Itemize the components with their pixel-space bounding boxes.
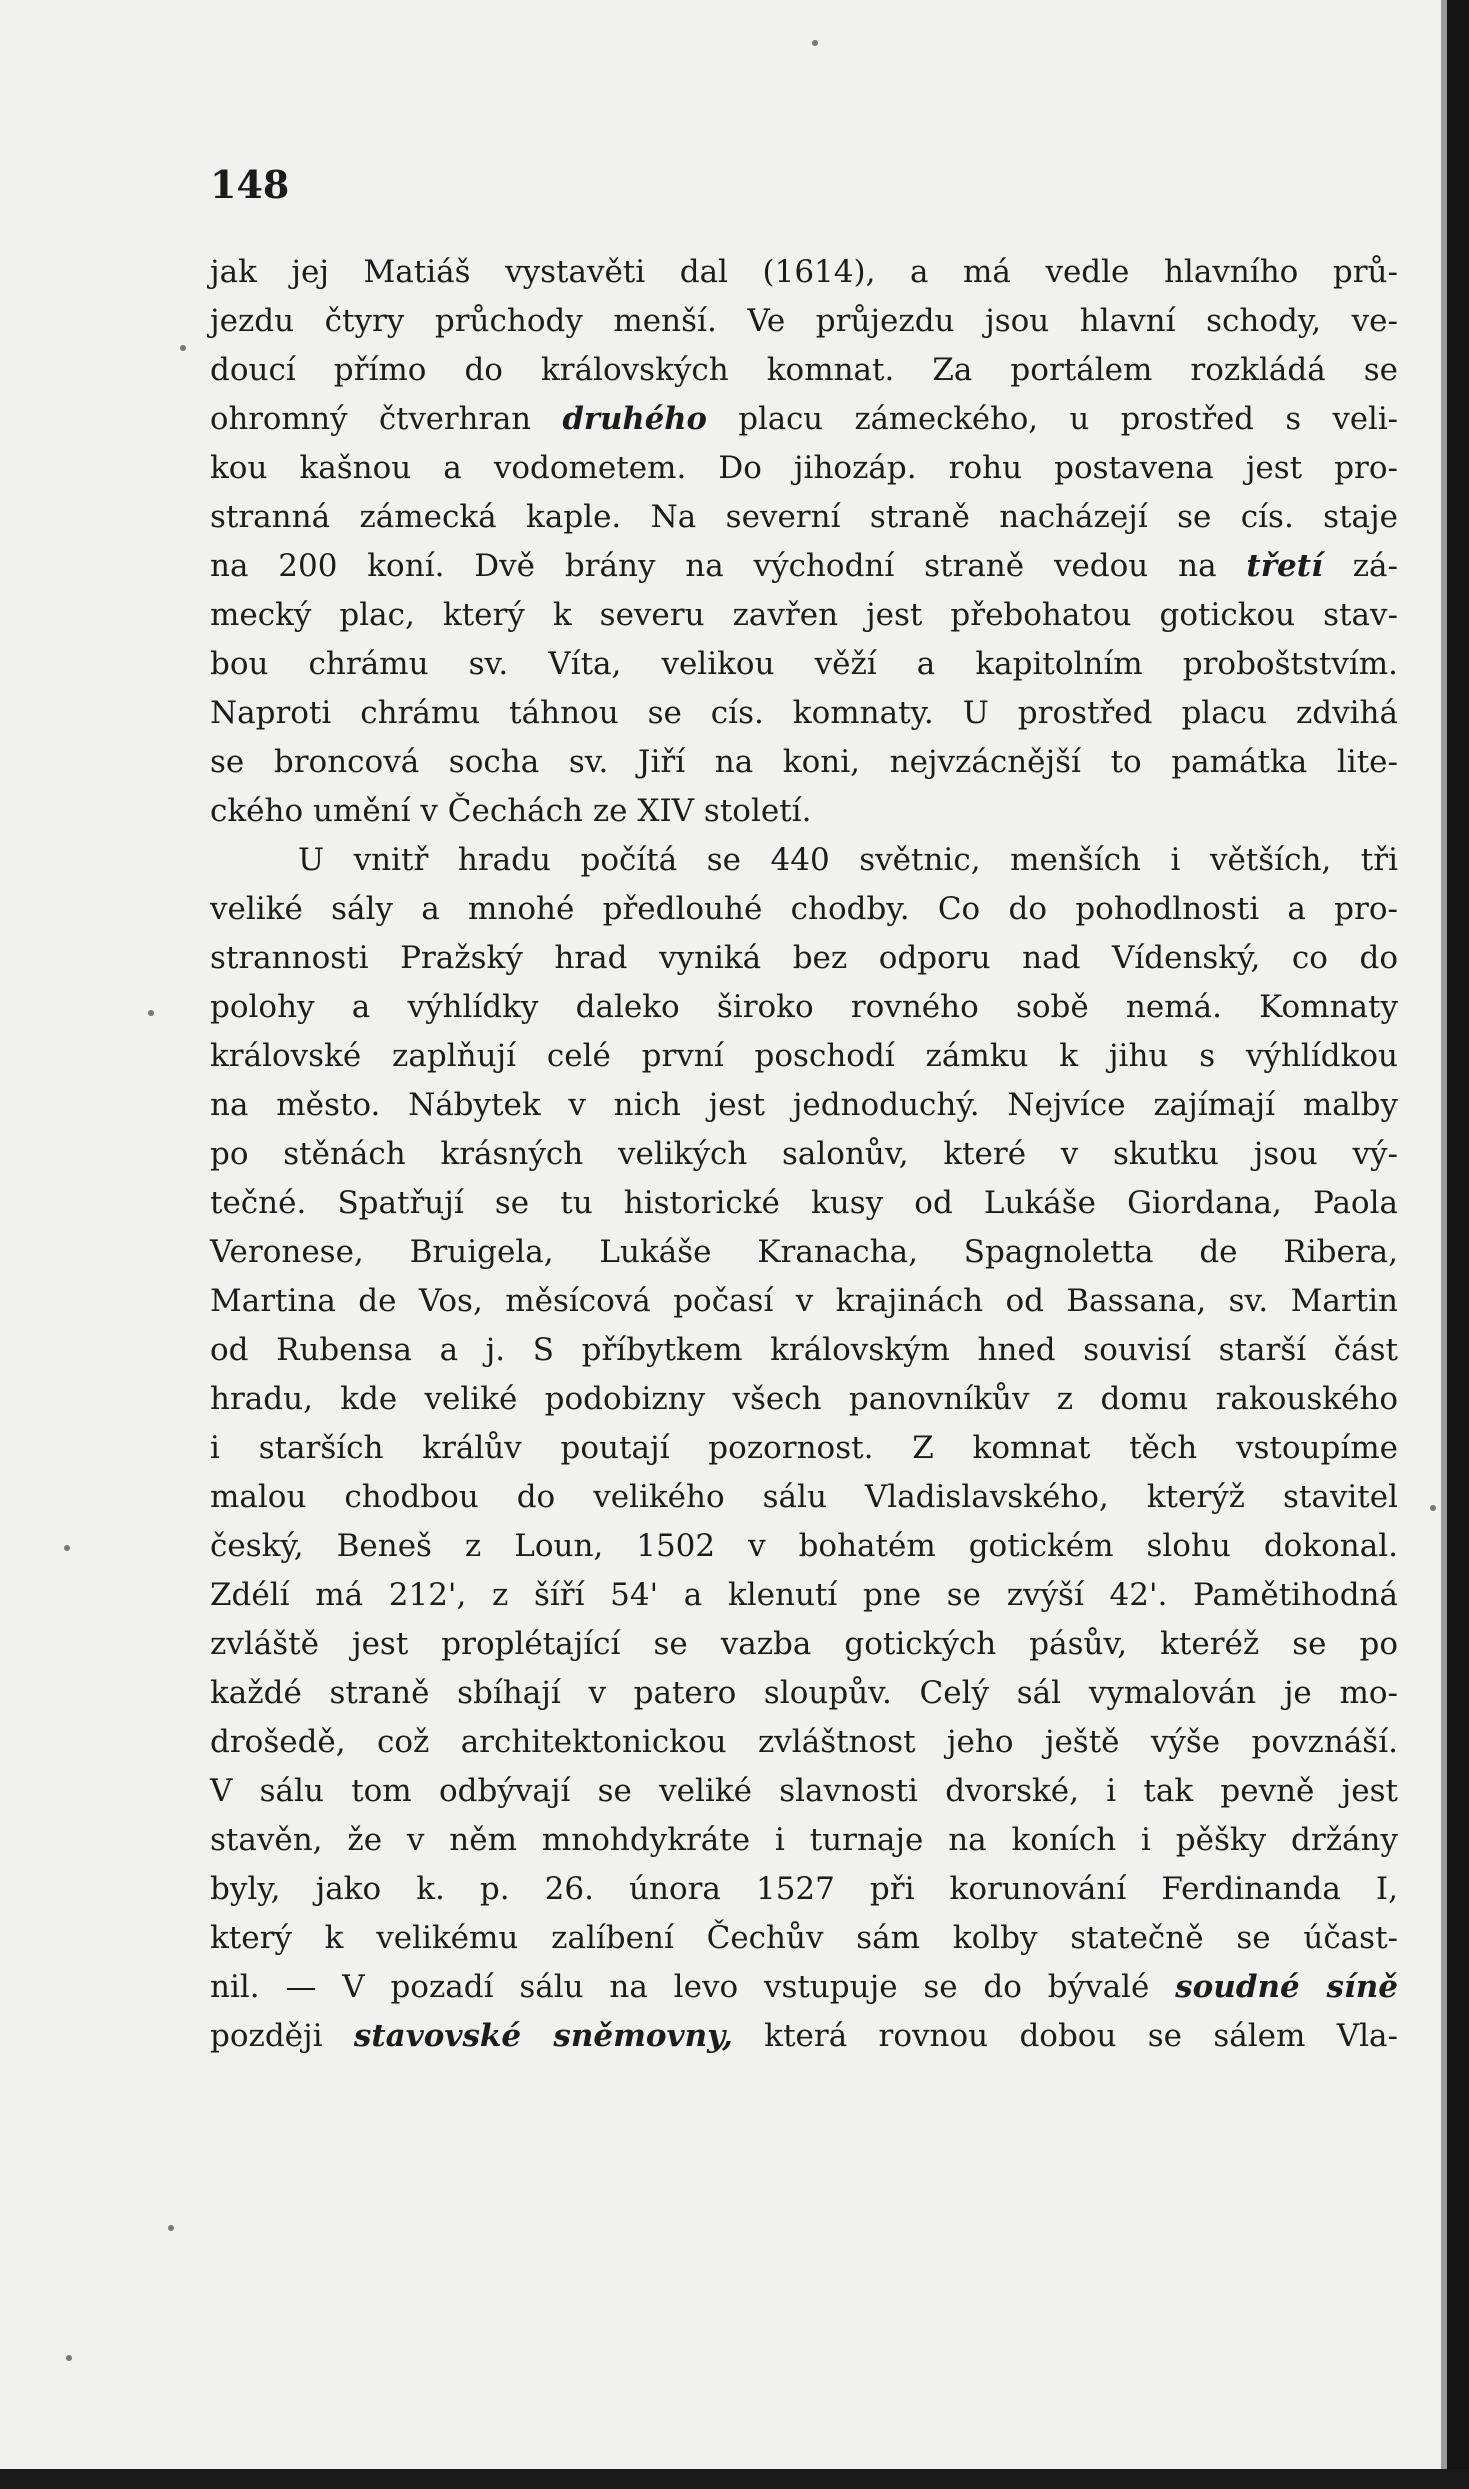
italic-emphasis: stavovské sněmovny, [353, 2018, 733, 2054]
text-line: Veronese, Bruigela, Lukáše Kranacha, Spagnoletta de Ribera, [210, 1234, 1398, 1270]
text-segment: nil. — V pozadí sálu na levo vstupuje se do bývalé [210, 1969, 1176, 2005]
dust-speck [64, 1545, 70, 1551]
text-line [210, 542, 1398, 591]
dust-speck [812, 40, 818, 46]
text-line: stavěn, že v něm mnohdykráte i turnaje na koních i pěšky držány [210, 1822, 1398, 1858]
dust-speck [168, 2225, 174, 2231]
text-segment: na 200 koní. Dvě brány na východní straně vedou na [210, 548, 1247, 584]
text-line: doucí přímo do královských komnat. Za portálem rozkládá se [210, 352, 1398, 388]
text-line: i starších králův poutají pozornost. Z komnat těch vstoupíme [210, 1430, 1398, 1466]
text-line: U vnitř hradu počítá se 440 světnic, menších i větších, tři [298, 842, 1398, 878]
text-line: veliké sály a mnohé předlouhé chodby. Co do pohodlnosti a pro- [210, 891, 1398, 927]
text-line: drošedě, což architektonickou zvláštnost jeho ještě výše povznáší. [210, 1724, 1398, 1760]
text-line: kou kašnou a vodometem. Do jihozáp. rohu postavena jest pro- [210, 450, 1398, 486]
text-line: polohy a výhlídky daleko široko rovného sobě nemá. Komnaty [210, 989, 1398, 1025]
text-segment: která rovnou dobou se sálem Vla- [732, 2018, 1398, 2054]
text-line: každé straně sbíhají v patero sloupův. Celý sál vymalován je mo- [210, 1675, 1398, 1711]
text-segment: ohromný čtverhran [210, 402, 563, 437]
text-segment: zá- [1322, 548, 1398, 584]
text-line: jezdu čtyry průchody menší. Ve průjezdu jsou hlavní schody, ve- [210, 303, 1398, 339]
italic-emphasis: druhého [562, 401, 707, 437]
italic-emphasis: soudné síně [1175, 1969, 1398, 2005]
text-line: byly, jako k. p. 26. února 1527 při korunování Ferdinanda I, [210, 1871, 1398, 1907]
italic-emphasis: třetí [1246, 548, 1323, 584]
text-line: stranná zámecká kaple. Na severní straně nacházejí se cís. staje [210, 499, 1398, 535]
text-line [210, 2012, 1398, 2061]
dust-speck [66, 2355, 72, 2361]
text-line: hradu, kde veliké podobizny všech panovníkův z domu rakouského [210, 1381, 1398, 1417]
body-text [210, 248, 1398, 2061]
text-line: V sálu tom odbývají se veliké slavnosti dvorské, i tak pevně jest [210, 1773, 1398, 1809]
text-line: ckého umění v Čechách ze XIV století. [210, 793, 812, 829]
text-segment: později [210, 2018, 354, 2054]
page-edge-bottom [0, 2469, 1469, 2489]
text-line: se broncová socha sv. Jiří na koni, nejvzácnější to památka lite- [210, 744, 1398, 780]
text-line: mecký plac, který k severu zavřen jest přebohatou gotickou stav- [210, 597, 1398, 633]
dust-speck [180, 345, 186, 351]
text-line: po stěnách krásných velikých salonův, které v skutku jsou vý- [210, 1136, 1398, 1172]
text-line: Naproti chrámu táhnou se cís. komnaty. U prostřed placu zdvihá [210, 695, 1398, 731]
text-line: český, Beneš z Loun, 1502 v bohatém gotickém slohu dokonal. [210, 1528, 1398, 1564]
text-line: tečné. Spatřují se tu historické kusy od Lukáše Giordana, Paola [210, 1185, 1398, 1221]
text-line: Martina de Vos, měsícová počasí v krajinách od Bassana, sv. Martin [210, 1283, 1398, 1319]
text-line: který k velikému zalíbení Čechův sám kolby statečně se účast- [210, 1920, 1398, 1956]
page-number: 148 [210, 162, 290, 207]
text-line: jak jej Matiáš vystavěti dal (1614), a má vedle hlavního prů- [210, 254, 1398, 290]
text-line: bou chrámu sv. Víta, velikou věží a kapitolním proboštstvím. [210, 646, 1398, 682]
text-line: malou chodbou do velikého sálu Vladislavského, kterýž stavitel [210, 1479, 1398, 1515]
text-line: Zdélí má 212', z šíří 54' a klenutí pne se zvýší 42'. Pamětihodná [210, 1577, 1398, 1613]
dust-speck [148, 1010, 154, 1016]
dust-speck [1430, 1505, 1436, 1511]
text-line: strannosti Pražský hrad vyniká bez odporu nad Vídenský, co do [210, 940, 1398, 976]
text-line: královské zaplňují celé první poschodí zámku k jihu s výhlídkou [210, 1038, 1398, 1074]
page-edge-right [1447, 0, 1469, 2489]
text-line: na město. Nábytek v nich jest jednoduchý. Nejvíce zajímají malby [210, 1087, 1398, 1123]
text-line [210, 395, 1398, 444]
text-line: zvláště jest proplétající se vazba gotických pásův, kteréž se po [210, 1626, 1398, 1662]
text-line [210, 1963, 1398, 2012]
text-line: od Rubensa a j. S příbytkem královským hned souvisí starší část [210, 1332, 1398, 1368]
text-segment: placu zámeckého, u prostřed s veli- [706, 402, 1398, 437]
